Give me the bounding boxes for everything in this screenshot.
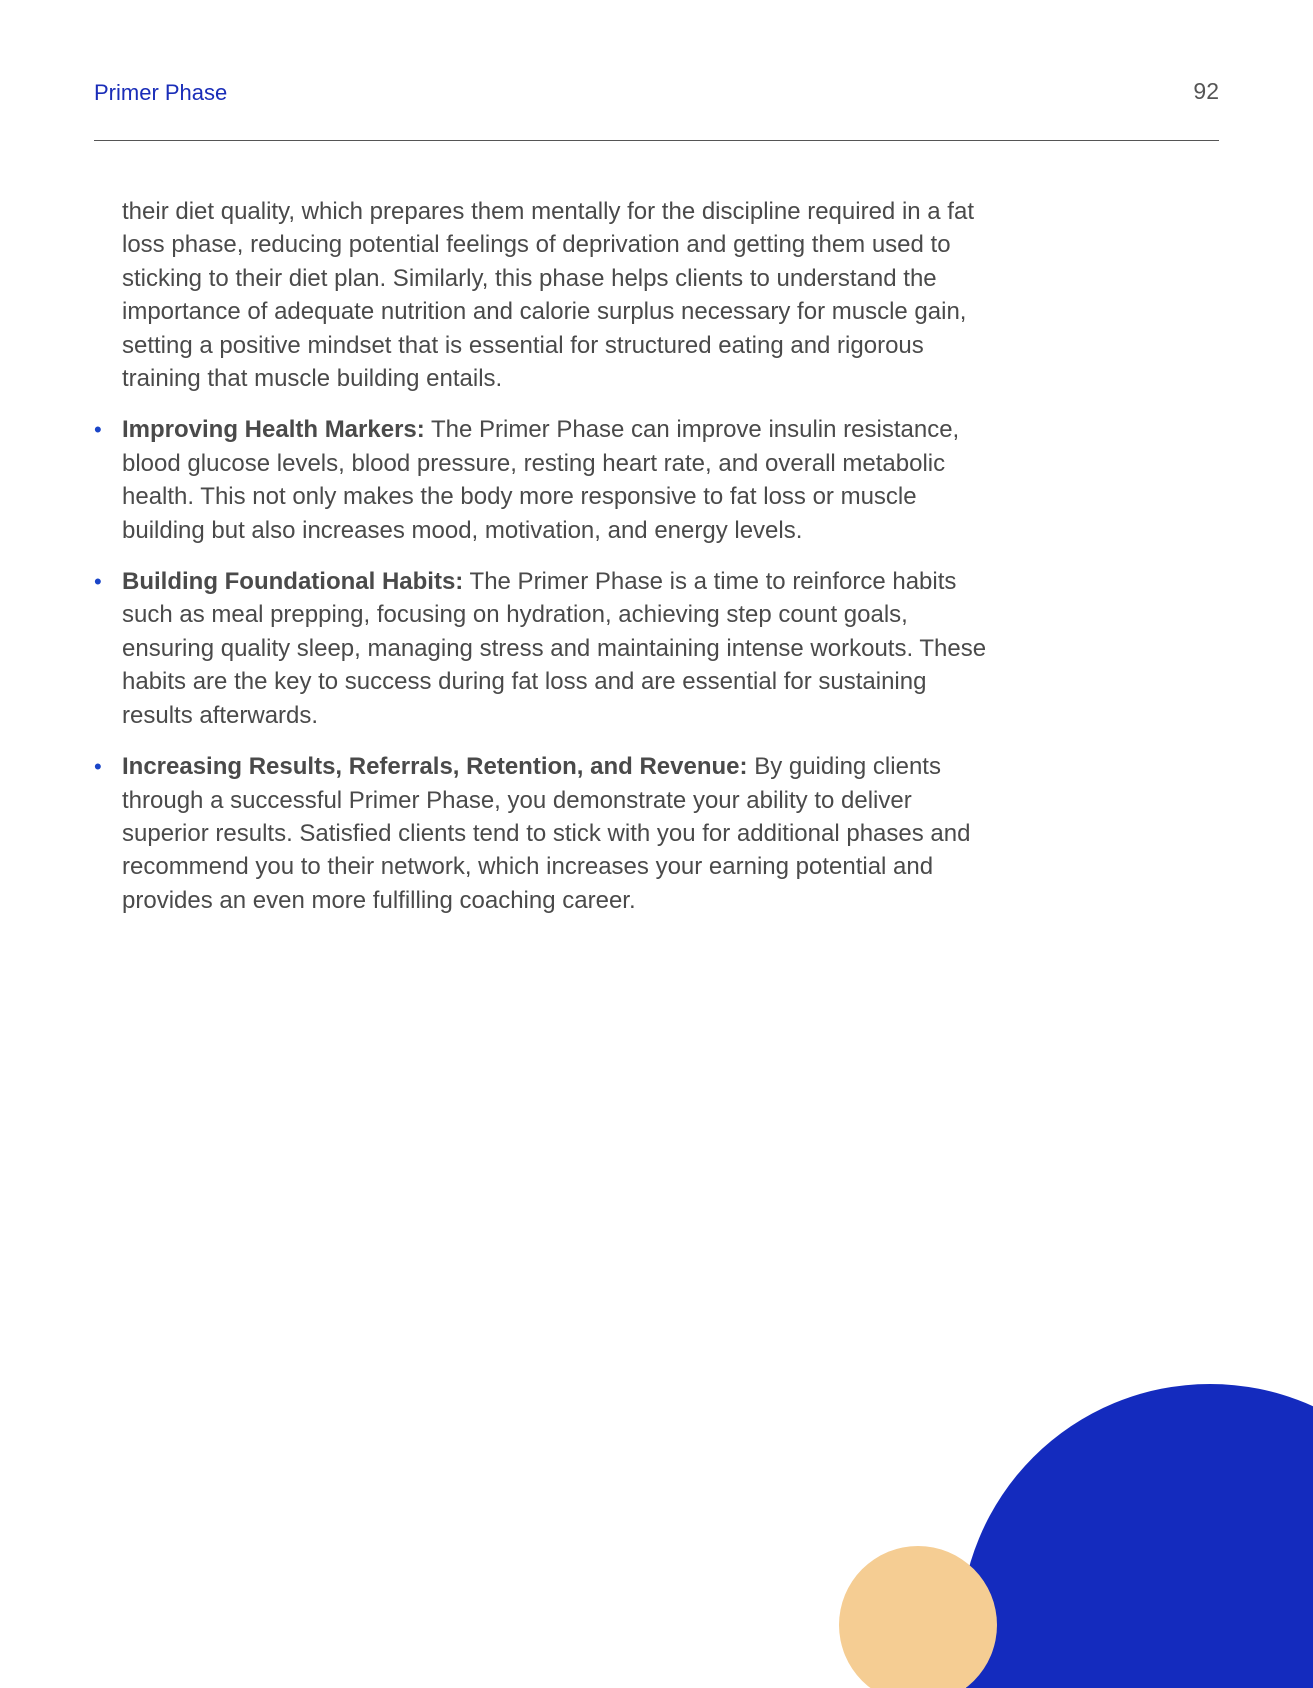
- bullet-icon: •: [94, 569, 102, 595]
- bullet-item-foundational-habits: [94, 565, 1002, 732]
- bullet-term: Building Foundational Habits:: [122, 568, 464, 596]
- bullet-text: The Primer Phase is a time to reinforce habits such as meal prepping, focusing on hydration, achieving step count goals, ensuring quality sleep, managing stress and maintaining intense workouts. These habits are the key to success during fat loss and are essential for sustaining results afterwards.: [122, 568, 987, 729]
- bullet-item-health-markers: [94, 413, 1002, 547]
- bullet-term: Improving Health Markers:: [122, 416, 425, 444]
- bullet-text: By guiding clients through a successful Primer Phase, you demonstrate your ability to deliver superior results. Satisfied clients tend to stick with you for additional phases and recommend you to their network, which increases your earning potential and provides an even more fulfilling coaching career.: [122, 753, 971, 914]
- bullet-term: Increasing Results, Referrals, Retention, and Revenue:: [122, 753, 748, 781]
- header-title: Primer Phase: [94, 80, 228, 105]
- bullet-icon: •: [94, 754, 102, 780]
- body-text: [94, 195, 1002, 935]
- bullet-item-results-revenue: [94, 750, 1002, 917]
- intro-paragraph: their diet quality, which prepares them mentally for the discipline required in a fat loss phase, reducing potential feelings of deprivation and getting them used to sticking to their diet plan. Similarly, this phase helps clients to understand the importance of adequate nutrition and calorie surplus necessary for muscle gain, setting a positive mindset that is essential for structured eating and rigorous training that muscle building entails.: [122, 198, 974, 393]
- decorative-blue-circle: [960, 1384, 1313, 1688]
- header-divider: [94, 140, 1219, 141]
- bullet-icon: •: [94, 417, 102, 443]
- bullet-text: The Primer Phase can improve insulin resistance, blood glucose levels, blood pressure, resting heart rate, and overall metabolic health. This not only makes the body more responsive to fat loss or muscle building but also increases mood, motivation, and energy levels.: [122, 416, 960, 544]
- page-number: 92: [1193, 78, 1219, 104]
- bullet-list: [94, 413, 1002, 917]
- page-header: [94, 76, 1219, 108]
